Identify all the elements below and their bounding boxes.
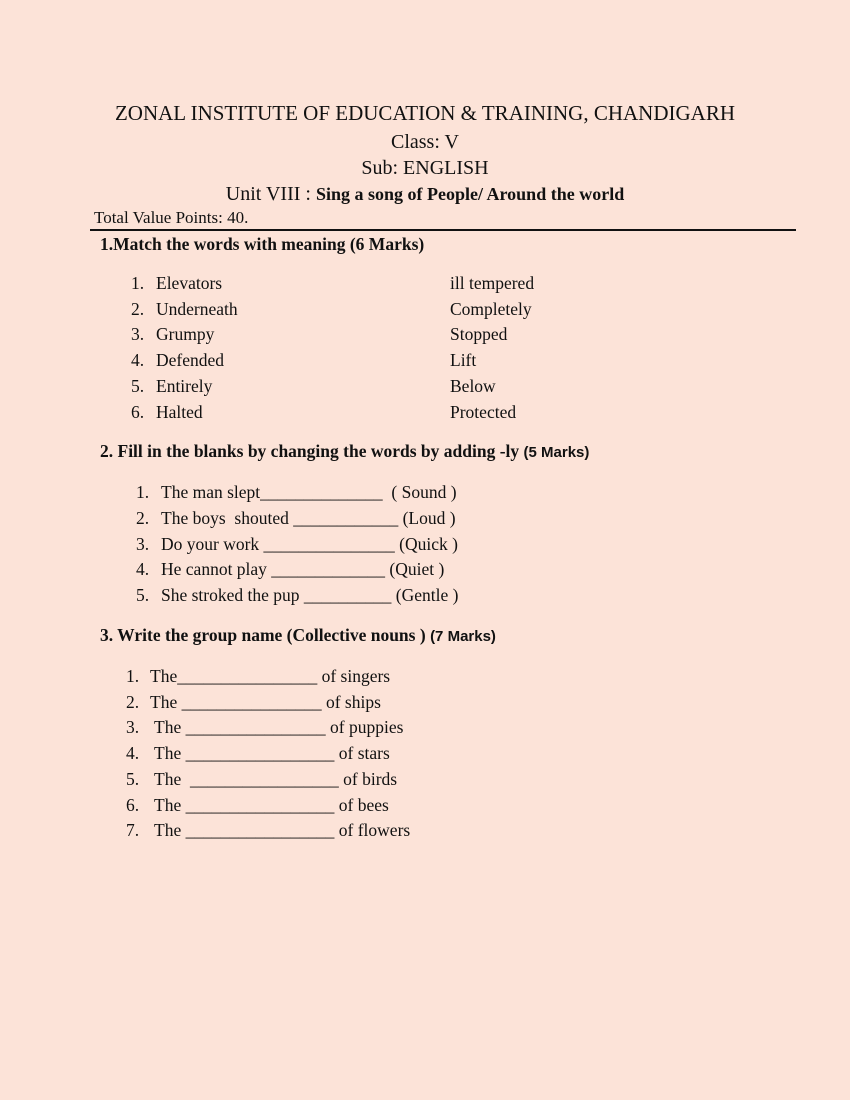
item-number: 1. <box>126 666 140 686</box>
match-word: Grumpy <box>156 324 215 345</box>
item-number: 5. <box>136 585 150 606</box>
q2-heading-text: 2. Fill in the blanks by changing the words by adding -ly <box>100 441 524 461</box>
match-meaning: Below <box>450 375 496 396</box>
item-number: 2. <box>126 691 140 712</box>
unit-prefix: Unit VIII : <box>225 183 316 205</box>
collective-noun-sentence: The _________________ of stars <box>150 743 390 764</box>
match-meaning: Completely <box>450 298 532 319</box>
item-number: 4. <box>131 350 145 371</box>
item-number: 1. <box>136 482 150 502</box>
item-number: 3. <box>126 717 140 738</box>
institute-title: ZONAL INSTITUTE OF EDUCATION & TRAINING, CHANDIGARH <box>114 101 736 125</box>
unit-label <box>0 183 850 206</box>
match-word: Elevators <box>156 273 223 293</box>
fill-blank-sentence: He cannot play _____________ (Quiet ) <box>161 559 445 580</box>
match-meaning: Protected <box>450 401 517 422</box>
match-meaning: ill tempered <box>450 273 535 293</box>
q2-marks: (5 Marks) <box>523 444 590 461</box>
match-word: Underneath <box>156 298 238 319</box>
item-number: 3. <box>136 533 150 554</box>
collective-noun-sentence: The _________________ of bees <box>150 794 389 815</box>
item-number: 6. <box>131 401 145 422</box>
item-number: 6. <box>126 794 140 815</box>
match-word: Defended <box>156 350 225 371</box>
q2-heading <box>100 441 589 462</box>
item-number: 2. <box>131 298 145 319</box>
subject-label: Sub: ENGLISH <box>361 157 489 179</box>
item-number: 5. <box>126 768 140 789</box>
match-meaning: Lift <box>450 350 477 371</box>
match-word: Entirely <box>156 375 213 396</box>
item-number: 2. <box>136 507 150 528</box>
q3-heading-text: 3. Write the group name (Collective nouns ) <box>100 625 431 645</box>
collective-noun-sentence: The _________________ of flowers <box>150 820 411 841</box>
item-number: 4. <box>126 743 140 764</box>
collective-noun-sentence: The _________________ of birds <box>150 768 398 789</box>
q3-marks: (7 Marks) <box>430 628 496 645</box>
fill-blank-sentence: She stroked the pup __________ (Gentle ) <box>161 585 459 606</box>
q1-heading: 1.Match the words with meaning (6 Marks) <box>100 234 425 254</box>
divider <box>90 229 796 231</box>
match-word: Halted <box>156 401 203 422</box>
match-meaning: Stopped <box>450 324 508 345</box>
unit-title: Sing a song of People/ Around the world <box>315 184 625 204</box>
total-points: Total Value Points: 40. <box>94 208 249 227</box>
fill-blank-sentence: Do your work _______________ (Quick ) <box>161 533 458 554</box>
q3-heading <box>100 625 496 646</box>
item-number: 3. <box>131 324 145 345</box>
collective-noun-sentence: The ________________ of puppies <box>150 717 404 738</box>
fill-blank-sentence: The man slept______________ ( Sound ) <box>161 482 457 502</box>
fill-blank-sentence: The boys shouted ____________ (Loud ) <box>161 507 456 528</box>
item-number: 1. <box>131 273 145 293</box>
item-number: 5. <box>131 375 145 396</box>
collective-noun-sentence: The________________ of singers <box>150 666 391 686</box>
collective-noun-sentence: The ________________ of ships <box>150 691 381 712</box>
item-number: 4. <box>136 559 150 580</box>
class-label: Class: V <box>391 131 459 153</box>
item-number: 7. <box>126 820 140 841</box>
